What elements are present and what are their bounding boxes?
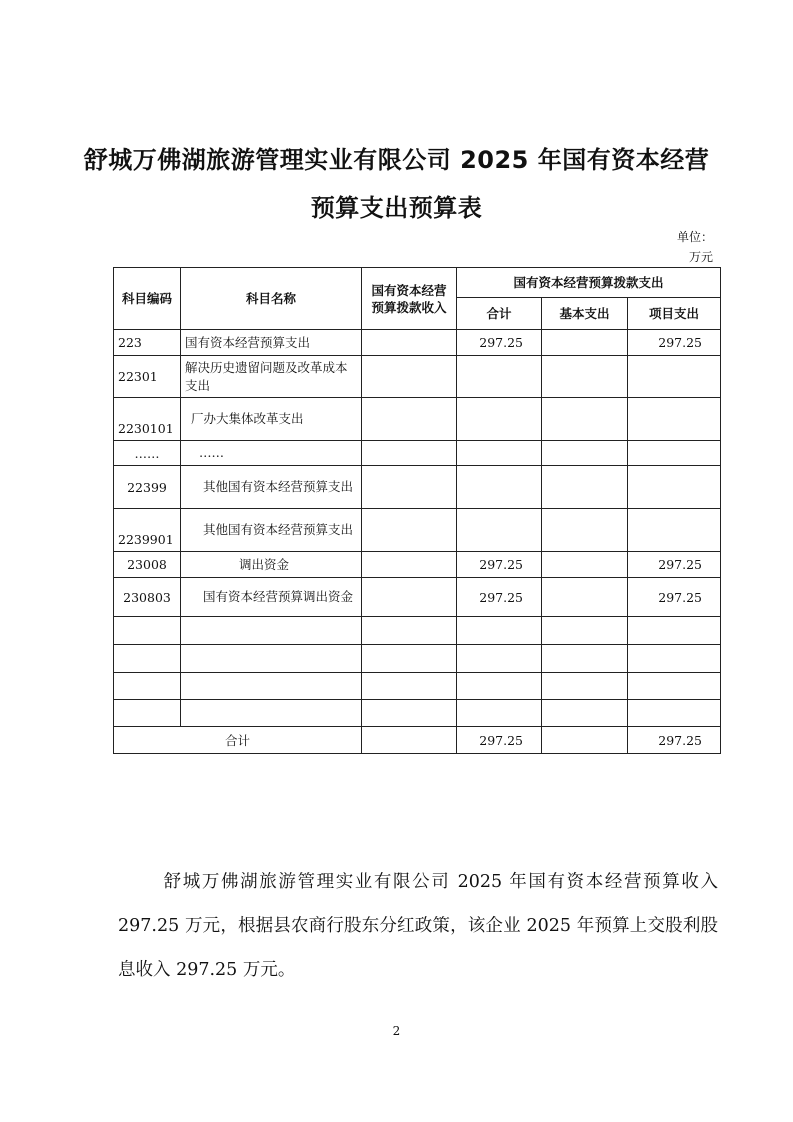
row-name: 调出资金 — [181, 552, 362, 578]
row-basic — [542, 552, 628, 578]
row-basic — [542, 356, 628, 398]
row-income — [362, 441, 457, 466]
row-income — [362, 398, 457, 441]
header-basic: 基本支出 — [542, 298, 628, 330]
row-project — [628, 398, 721, 441]
row-basic — [542, 398, 628, 441]
row-name: 解决历史遗留问题及改革成本支出 — [181, 356, 362, 398]
row-name: 厂办大集体改革支出 — [181, 398, 362, 441]
row-code: 2230101 — [114, 398, 181, 441]
unit-value: 万元 — [688, 250, 713, 264]
row-income — [362, 578, 457, 617]
header-total: 合计 — [457, 298, 542, 330]
empty-row — [114, 673, 721, 700]
row-total: 297.25 — [457, 578, 542, 617]
row-total — [457, 356, 542, 398]
row-name: 其他国有资本经营预算支出 — [181, 509, 362, 552]
row-income — [362, 509, 457, 552]
table-row — [114, 578, 721, 617]
budget-table — [113, 267, 721, 754]
summary-text: 舒城万佛湖旅游管理实业有限公司 2025 年国有资本经营预算收入 297.25 万元，根据县农商行股东分红政策，该企业 2025 年预算上交股利股息收入 297.25 万元。 — [118, 872, 718, 980]
table-row — [114, 441, 721, 466]
table-row — [114, 466, 721, 509]
row-code: 2239901 — [114, 509, 181, 552]
header-name: 科目名称 — [181, 268, 362, 330]
row-project: 297.25 — [628, 330, 721, 356]
sum-income — [362, 727, 457, 754]
document-title-line1: 舒城万佛湖旅游管理实业有限公司 2025 年国有资本经营 — [83, 146, 710, 174]
unit-note — [640, 227, 713, 267]
row-project: 297.25 — [628, 552, 721, 578]
sum-total: 297.25 — [457, 727, 542, 754]
row-project — [628, 466, 721, 509]
document-title-line2: 预算支出预算表 — [310, 194, 483, 222]
row-basic — [542, 441, 628, 466]
row-total — [457, 466, 542, 509]
table-row — [114, 330, 721, 356]
row-project — [628, 509, 721, 552]
header-expense-group: 国有资本经营预算拨款支出 — [457, 268, 721, 298]
unit-label: 单位： — [676, 230, 713, 244]
row-income — [362, 330, 457, 356]
row-name: 国有资本经营预算支出 — [181, 330, 362, 356]
row-code: 23008 — [114, 552, 181, 578]
row-project — [628, 441, 721, 466]
header-code: 科目编码 — [114, 268, 181, 330]
table-row — [114, 398, 721, 441]
sum-project: 297.25 — [628, 727, 721, 754]
table-row — [114, 552, 721, 578]
row-total — [457, 509, 542, 552]
row-total: 297.25 — [457, 552, 542, 578]
sum-row — [114, 727, 721, 754]
empty-row — [114, 645, 721, 673]
row-code: …… — [114, 441, 181, 466]
row-income — [362, 356, 457, 398]
table-row — [114, 509, 721, 552]
row-income — [362, 466, 457, 509]
row-total — [457, 441, 542, 466]
row-basic — [542, 330, 628, 356]
header-income: 国有资本经营预算拨款收入 — [362, 268, 457, 330]
row-name: 国有资本经营预算调出资金 — [181, 578, 362, 617]
row-code: 22399 — [114, 466, 181, 509]
sum-label: 合计 — [114, 727, 362, 754]
row-project — [628, 356, 721, 398]
row-name: …… — [181, 441, 362, 466]
row-total: 297.25 — [457, 330, 542, 356]
row-basic — [542, 509, 628, 552]
table-row — [114, 356, 721, 398]
row-code: 22301 — [114, 356, 181, 398]
row-name: 其他国有资本经营预算支出 — [181, 466, 362, 509]
row-basic — [542, 466, 628, 509]
page-number: 2 — [392, 1024, 401, 1038]
summary-paragraph — [118, 860, 718, 992]
sum-basic — [542, 727, 628, 754]
empty-row — [114, 617, 721, 645]
row-code: 223 — [114, 330, 181, 356]
empty-row — [114, 700, 721, 727]
row-income — [362, 552, 457, 578]
row-code: 230803 — [114, 578, 181, 617]
row-project: 297.25 — [628, 578, 721, 617]
row-basic — [542, 578, 628, 617]
header-project: 项目支出 — [628, 298, 721, 330]
row-total — [457, 398, 542, 441]
